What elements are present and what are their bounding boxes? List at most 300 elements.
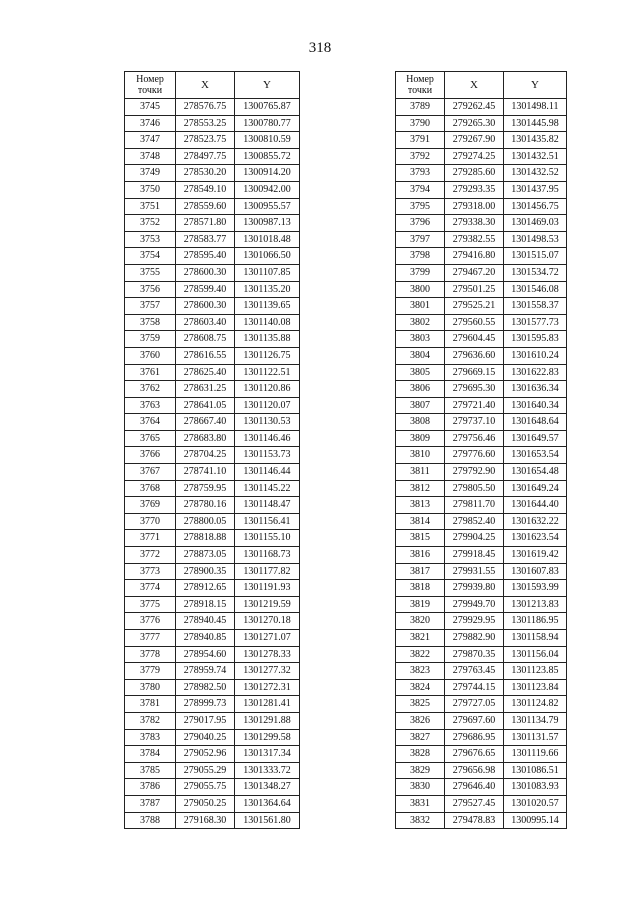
point-number-cell: 3794 — [396, 181, 445, 198]
point-number-cell: 3757 — [125, 298, 176, 315]
x-cell: 279904.25 — [445, 530, 504, 547]
point-number-cell: 3806 — [396, 381, 445, 398]
x-cell: 278641.05 — [176, 397, 235, 414]
y-cell: 1301018.48 — [235, 231, 300, 248]
table-row — [396, 165, 567, 182]
table-row — [396, 613, 567, 630]
y-cell: 1301281.41 — [235, 696, 300, 713]
table-row — [125, 364, 300, 381]
x-cell: 279686.95 — [445, 729, 504, 746]
y-cell: 1301120.07 — [235, 397, 300, 414]
x-cell: 279265.30 — [445, 115, 504, 132]
table-row — [396, 231, 567, 248]
y-cell: 1301122.51 — [235, 364, 300, 381]
x-cell: 278959.74 — [176, 663, 235, 680]
table-row — [125, 165, 300, 182]
table-row — [396, 580, 567, 597]
x-cell: 279776.60 — [445, 447, 504, 464]
table-row — [125, 596, 300, 613]
point-number-cell: 3797 — [396, 231, 445, 248]
point-number-header-line2: точки — [137, 85, 163, 96]
point-number-cell: 3784 — [125, 746, 176, 763]
y-cell: 1301558.37 — [504, 298, 567, 315]
table-row — [125, 497, 300, 514]
table-row — [396, 298, 567, 315]
y-cell: 1301153.73 — [235, 447, 300, 464]
point-number-cell: 3800 — [396, 281, 445, 298]
table-row — [396, 480, 567, 497]
point-number-cell: 3802 — [396, 314, 445, 331]
y-cell: 1301456.75 — [504, 198, 567, 215]
y-cell: 1301086.51 — [504, 762, 567, 779]
y-cell: 1301123.85 — [504, 663, 567, 680]
y-cell: 1301124.82 — [504, 696, 567, 713]
point-number-cell: 3760 — [125, 347, 176, 364]
table-row — [125, 464, 300, 481]
table-row — [125, 513, 300, 530]
table-row — [125, 729, 300, 746]
x-cell: 279636.60 — [445, 347, 504, 364]
table-row — [125, 663, 300, 680]
coordinates-table-right — [395, 71, 567, 829]
y-cell: 1301145.22 — [235, 480, 300, 497]
x-cell: 279525.21 — [445, 298, 504, 315]
point-number-cell: 3779 — [125, 663, 176, 680]
point-number-cell: 3817 — [396, 563, 445, 580]
table-row — [125, 181, 300, 198]
y-cell: 1300955.57 — [235, 198, 300, 215]
x-cell: 279527.45 — [445, 795, 504, 812]
point-number-cell: 3826 — [396, 712, 445, 729]
table-row — [125, 198, 300, 215]
x-cell: 279262.45 — [445, 99, 504, 116]
point-number-cell: 3747 — [125, 132, 176, 149]
x-cell: 279882.90 — [445, 630, 504, 647]
table-row — [125, 281, 300, 298]
y-cell: 1301158.94 — [504, 630, 567, 647]
y-cell: 1300942.00 — [235, 181, 300, 198]
y-cell: 1301515.07 — [504, 248, 567, 265]
point-number-cell: 3764 — [125, 414, 176, 431]
x-cell: 278940.85 — [176, 630, 235, 647]
point-number-cell: 3759 — [125, 331, 176, 348]
table-row — [125, 231, 300, 248]
point-number-cell: 3765 — [125, 430, 176, 447]
point-number-cell: 3768 — [125, 480, 176, 497]
x-cell: 279929.95 — [445, 613, 504, 630]
y-cell: 1301432.52 — [504, 165, 567, 182]
x-cell: 279168.30 — [176, 812, 235, 829]
point-number-cell: 3827 — [396, 729, 445, 746]
table-row — [396, 264, 567, 281]
point-number-cell: 3782 — [125, 712, 176, 729]
table-row — [125, 331, 300, 348]
table-row — [125, 779, 300, 796]
table-row — [125, 563, 300, 580]
x-cell: 278704.25 — [176, 447, 235, 464]
x-cell: 278818.88 — [176, 530, 235, 547]
point-number-cell: 3752 — [125, 215, 176, 232]
table-row — [396, 148, 567, 165]
table-row — [396, 679, 567, 696]
y-cell: 1301649.24 — [504, 480, 567, 497]
x-header: X — [445, 72, 504, 99]
y-cell: 1301278.33 — [235, 646, 300, 663]
point-number-cell: 3792 — [396, 148, 445, 165]
x-cell: 279382.55 — [445, 231, 504, 248]
table-row — [125, 132, 300, 149]
point-number-header — [125, 72, 176, 99]
x-cell: 278873.05 — [176, 547, 235, 564]
y-cell: 1301120.86 — [235, 381, 300, 398]
table-row — [396, 198, 567, 215]
table-row — [125, 795, 300, 812]
x-cell: 279669.15 — [445, 364, 504, 381]
x-cell: 279050.25 — [176, 795, 235, 812]
point-number-cell: 3773 — [125, 563, 176, 580]
point-number-cell: 3766 — [125, 447, 176, 464]
point-number-cell: 3751 — [125, 198, 176, 215]
y-cell: 1301437.95 — [504, 181, 567, 198]
y-cell: 1301653.54 — [504, 447, 567, 464]
y-cell: 1301083.93 — [504, 779, 567, 796]
point-number-cell: 3828 — [396, 746, 445, 763]
y-cell: 1301469.03 — [504, 215, 567, 232]
point-number-cell: 3750 — [125, 181, 176, 198]
point-number-cell: 3754 — [125, 248, 176, 265]
y-cell: 1300995.14 — [504, 812, 567, 829]
x-cell: 278999.73 — [176, 696, 235, 713]
point-number-cell: 3814 — [396, 513, 445, 530]
y-cell: 1301636.34 — [504, 381, 567, 398]
y-cell: 1301020.57 — [504, 795, 567, 812]
y-cell: 1301271.07 — [235, 630, 300, 647]
table-row — [396, 347, 567, 364]
y-cell: 1301177.82 — [235, 563, 300, 580]
point-number-cell: 3780 — [125, 679, 176, 696]
point-number-cell: 3746 — [125, 115, 176, 132]
table-row — [396, 364, 567, 381]
x-cell: 278530.20 — [176, 165, 235, 182]
table-row — [396, 397, 567, 414]
y-cell: 1301546.08 — [504, 281, 567, 298]
y-cell: 1300780.77 — [235, 115, 300, 132]
point-number-cell: 3831 — [396, 795, 445, 812]
x-cell: 278918.15 — [176, 596, 235, 613]
table-row — [396, 414, 567, 431]
x-cell: 279756.46 — [445, 430, 504, 447]
x-cell: 278553.25 — [176, 115, 235, 132]
point-number-cell: 3820 — [396, 613, 445, 630]
table-row — [396, 331, 567, 348]
point-number-cell: 3805 — [396, 364, 445, 381]
x-cell: 278741.10 — [176, 464, 235, 481]
point-number-cell: 3785 — [125, 762, 176, 779]
y-cell: 1301219.59 — [235, 596, 300, 613]
x-cell: 279017.95 — [176, 712, 235, 729]
table-row — [125, 215, 300, 232]
point-number-cell: 3776 — [125, 613, 176, 630]
x-cell: 278616.55 — [176, 347, 235, 364]
y-cell: 1301291.88 — [235, 712, 300, 729]
x-cell: 278523.75 — [176, 132, 235, 149]
table-row — [396, 762, 567, 779]
x-cell: 279656.98 — [445, 762, 504, 779]
table-row — [125, 679, 300, 696]
table-row — [396, 630, 567, 647]
x-cell: 279792.90 — [445, 464, 504, 481]
y-cell: 1301156.04 — [504, 646, 567, 663]
point-number-cell: 3821 — [396, 630, 445, 647]
x-cell: 278571.80 — [176, 215, 235, 232]
table-row — [125, 430, 300, 447]
point-number-cell: 3745 — [125, 99, 176, 116]
y-cell: 1301186.95 — [504, 613, 567, 630]
point-number-cell: 3829 — [396, 762, 445, 779]
y-cell: 1301130.53 — [235, 414, 300, 431]
point-number-header-line2: точки — [407, 85, 433, 96]
y-cell: 1301272.31 — [235, 679, 300, 696]
point-number-cell: 3795 — [396, 198, 445, 215]
x-cell: 278759.95 — [176, 480, 235, 497]
y-cell: 1301632.22 — [504, 513, 567, 530]
y-cell: 1301135.20 — [235, 281, 300, 298]
table-row — [125, 148, 300, 165]
table-row — [396, 381, 567, 398]
table-row — [125, 99, 300, 116]
table-row — [125, 264, 300, 281]
x-cell: 279721.40 — [445, 397, 504, 414]
x-cell: 279676.65 — [445, 746, 504, 763]
y-cell: 1301126.75 — [235, 347, 300, 364]
table-row — [125, 630, 300, 647]
y-cell: 1301534.72 — [504, 264, 567, 281]
x-cell: 279501.25 — [445, 281, 504, 298]
coordinates-table-left — [124, 71, 300, 829]
point-number-cell: 3781 — [125, 696, 176, 713]
table-row — [396, 746, 567, 763]
point-number-cell: 3799 — [396, 264, 445, 281]
point-number-header — [396, 72, 445, 99]
table-row — [396, 430, 567, 447]
table-row — [125, 646, 300, 663]
y-cell: 1301654.48 — [504, 464, 567, 481]
x-cell: 278608.75 — [176, 331, 235, 348]
y-cell: 1301131.57 — [504, 729, 567, 746]
x-cell: 278912.65 — [176, 580, 235, 597]
y-cell: 1301119.66 — [504, 746, 567, 763]
table-row — [396, 547, 567, 564]
x-cell: 279052.96 — [176, 746, 235, 763]
table-row — [125, 812, 300, 829]
point-number-cell: 3807 — [396, 397, 445, 414]
point-number-cell: 3786 — [125, 779, 176, 796]
y-cell: 1300855.72 — [235, 148, 300, 165]
point-number-cell: 3749 — [125, 165, 176, 182]
point-number-cell: 3790 — [396, 115, 445, 132]
table-row — [396, 497, 567, 514]
point-number-cell: 3789 — [396, 99, 445, 116]
x-cell: 278940.45 — [176, 613, 235, 630]
point-number-cell: 3774 — [125, 580, 176, 597]
point-number-cell: 3777 — [125, 630, 176, 647]
x-cell: 279695.30 — [445, 381, 504, 398]
table-row — [396, 115, 567, 132]
point-number-cell: 3801 — [396, 298, 445, 315]
point-number-cell: 3762 — [125, 381, 176, 398]
y-cell: 1301607.83 — [504, 563, 567, 580]
point-number-cell: 3771 — [125, 530, 176, 547]
x-cell: 279870.35 — [445, 646, 504, 663]
x-cell: 278780.16 — [176, 497, 235, 514]
table-row — [125, 347, 300, 364]
x-cell: 278667.40 — [176, 414, 235, 431]
y-cell: 1300810.59 — [235, 132, 300, 149]
y-cell: 1301622.83 — [504, 364, 567, 381]
point-number-cell: 3770 — [125, 513, 176, 530]
x-cell: 279478.83 — [445, 812, 504, 829]
x-cell: 278559.60 — [176, 198, 235, 215]
y-cell: 1301317.34 — [235, 746, 300, 763]
y-cell: 1301146.46 — [235, 430, 300, 447]
x-cell: 279293.35 — [445, 181, 504, 198]
table-row — [396, 132, 567, 149]
table-row — [125, 696, 300, 713]
y-cell: 1301148.47 — [235, 497, 300, 514]
y-cell: 1301577.73 — [504, 314, 567, 331]
x-cell: 278631.25 — [176, 381, 235, 398]
x-cell: 279338.30 — [445, 215, 504, 232]
point-number-cell: 3769 — [125, 497, 176, 514]
y-cell: 1301648.64 — [504, 414, 567, 431]
table-row — [125, 397, 300, 414]
table-row — [125, 547, 300, 564]
x-cell: 279811.70 — [445, 497, 504, 514]
y-cell: 1301168.73 — [235, 547, 300, 564]
y-cell: 1301364.64 — [235, 795, 300, 812]
y-cell: 1301155.10 — [235, 530, 300, 547]
y-cell: 1301270.18 — [235, 613, 300, 630]
x-cell: 279274.25 — [445, 148, 504, 165]
y-cell: 1301135.88 — [235, 331, 300, 348]
point-number-cell: 3788 — [125, 812, 176, 829]
table-row — [396, 795, 567, 812]
table-header-row — [125, 72, 300, 99]
point-number-cell: 3787 — [125, 795, 176, 812]
table-row — [396, 248, 567, 265]
point-number-cell: 3823 — [396, 663, 445, 680]
table-row — [396, 812, 567, 829]
point-number-cell: 3803 — [396, 331, 445, 348]
point-number-cell: 3793 — [396, 165, 445, 182]
x-cell: 278599.40 — [176, 281, 235, 298]
x-cell: 278982.50 — [176, 679, 235, 696]
table-row — [396, 779, 567, 796]
y-cell: 1301435.82 — [504, 132, 567, 149]
x-cell: 279727.05 — [445, 696, 504, 713]
table-row — [396, 281, 567, 298]
x-cell: 279852.40 — [445, 513, 504, 530]
x-cell: 279646.40 — [445, 779, 504, 796]
point-number-cell: 3791 — [396, 132, 445, 149]
y-cell: 1301140.08 — [235, 314, 300, 331]
table-row — [125, 248, 300, 265]
x-cell: 279805.50 — [445, 480, 504, 497]
table-header-row — [396, 72, 567, 99]
coordinates-table-right-body — [396, 99, 567, 829]
y-cell: 1301623.54 — [504, 530, 567, 547]
x-cell: 279918.45 — [445, 547, 504, 564]
table-row — [396, 696, 567, 713]
y-cell: 1301644.40 — [504, 497, 567, 514]
table-row — [125, 381, 300, 398]
table-row — [125, 712, 300, 729]
y-header: Y — [504, 72, 567, 99]
point-number-header-line1: Номер — [136, 74, 164, 85]
x-cell: 279416.80 — [445, 248, 504, 265]
point-number-cell: 3761 — [125, 364, 176, 381]
point-number-cell: 3748 — [125, 148, 176, 165]
y-cell: 1301134.79 — [504, 712, 567, 729]
y-cell: 1301146.44 — [235, 464, 300, 481]
point-number-cell: 3756 — [125, 281, 176, 298]
y-cell: 1301610.24 — [504, 347, 567, 364]
x-cell: 279763.45 — [445, 663, 504, 680]
x-cell: 278576.75 — [176, 99, 235, 116]
point-number-cell: 3808 — [396, 414, 445, 431]
y-cell: 1301123.84 — [504, 679, 567, 696]
coordinates-table-left-body — [125, 99, 300, 829]
y-cell: 1301649.57 — [504, 430, 567, 447]
y-cell: 1300914.20 — [235, 165, 300, 182]
x-cell: 279285.60 — [445, 165, 504, 182]
table-row — [396, 181, 567, 198]
point-number-cell: 3798 — [396, 248, 445, 265]
table-row — [396, 596, 567, 613]
x-cell: 279737.10 — [445, 414, 504, 431]
y-cell: 1301333.72 — [235, 762, 300, 779]
table-row — [125, 447, 300, 464]
table-row — [396, 663, 567, 680]
point-number-cell: 3812 — [396, 480, 445, 497]
table-row — [125, 746, 300, 763]
y-header: Y — [235, 72, 300, 99]
table-row — [396, 712, 567, 729]
x-cell: 279467.20 — [445, 264, 504, 281]
point-number-cell: 3796 — [396, 215, 445, 232]
point-number-cell: 3824 — [396, 679, 445, 696]
point-number-cell: 3753 — [125, 231, 176, 248]
x-cell: 278600.30 — [176, 298, 235, 315]
point-number-header-line1: Номер — [406, 74, 434, 85]
table-row — [125, 414, 300, 431]
y-cell: 1301107.85 — [235, 264, 300, 281]
point-number-cell: 3763 — [125, 397, 176, 414]
y-cell: 1301066.50 — [235, 248, 300, 265]
x-cell: 278600.30 — [176, 264, 235, 281]
point-number-cell: 3832 — [396, 812, 445, 829]
x-header: X — [176, 72, 235, 99]
table-row — [396, 99, 567, 116]
y-cell: 1300765.87 — [235, 99, 300, 116]
x-cell: 278595.40 — [176, 248, 235, 265]
y-cell: 1301213.83 — [504, 596, 567, 613]
x-cell: 278603.40 — [176, 314, 235, 331]
x-cell: 278625.40 — [176, 364, 235, 381]
table-row — [125, 613, 300, 630]
point-number-cell: 3783 — [125, 729, 176, 746]
point-number-cell: 3815 — [396, 530, 445, 547]
